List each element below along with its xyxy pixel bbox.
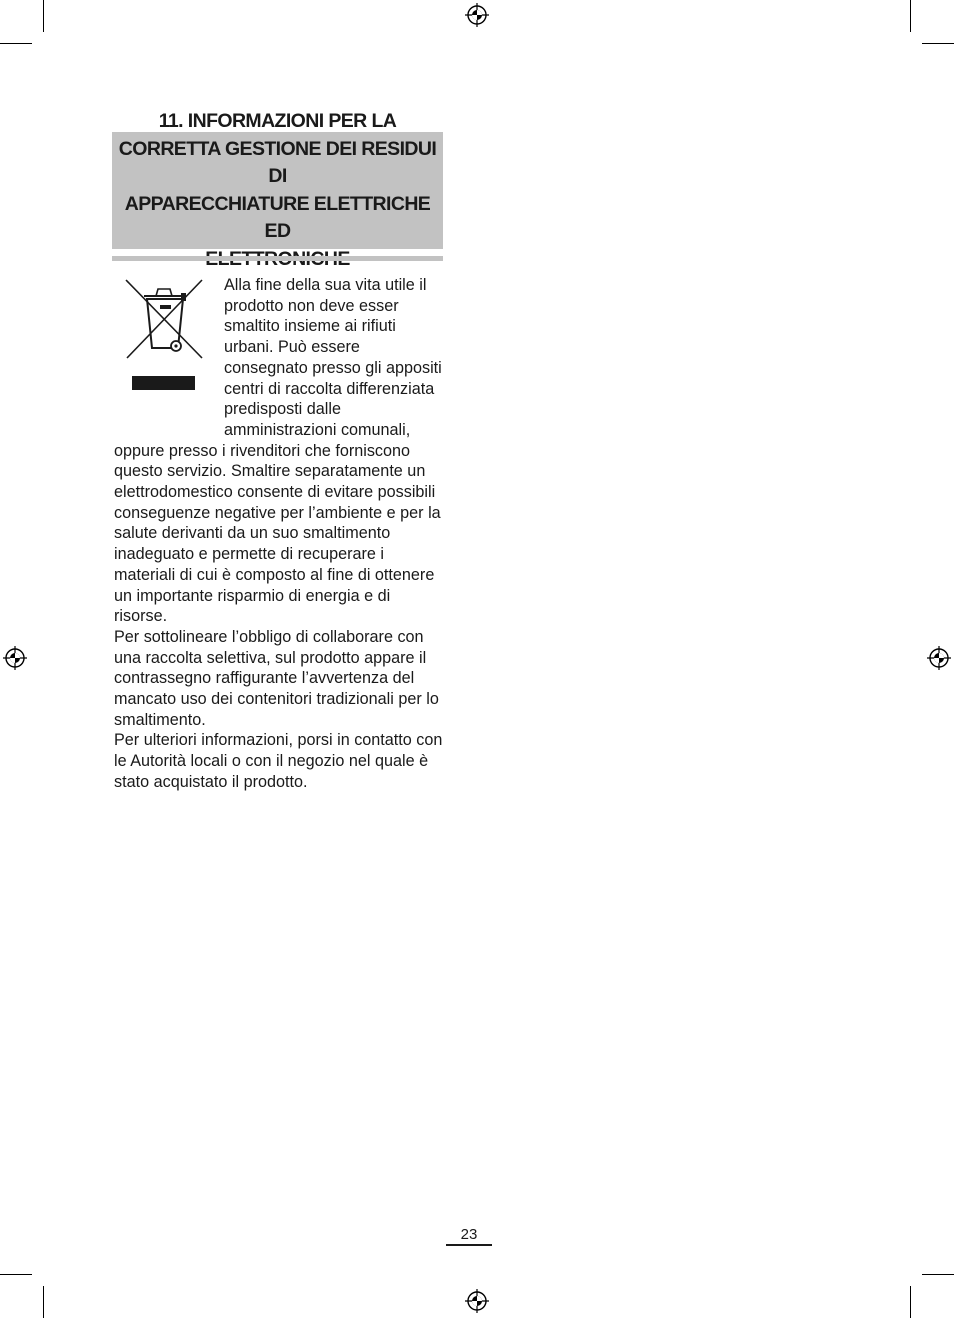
paragraph: Alla fine della sua vita utile il prodotto non deve esser smaltito insieme ai rifiuti urbani. Può essere consegnato presso gli appositi centri di raccolta differenziata predisposti dalle amministrazioni comunali, oppure presso i rivenditori che forniscono questo servizio. Smaltire separatamente un elettrodomestico consente di evitare possibili conseguenze negative per l’ambiente e per la salute derivanti da un suo smaltimento inadeguato e permette di recuperare i materiali di cui è composto al fine di ottenere un importante risparmio di energia e di risorse. <box>114 276 442 626</box>
crop-mark <box>922 1274 954 1275</box>
crop-mark <box>922 43 954 44</box>
heading-divider <box>112 256 443 261</box>
section-heading <box>112 108 443 273</box>
registration-mark-icon <box>465 3 489 27</box>
registration-mark-icon <box>3 646 27 670</box>
section-heading-line: CORRETTA GESTIONE DEI RESIDUI DI <box>118 137 437 187</box>
crop-mark <box>910 1286 911 1318</box>
registration-mark-icon <box>927 646 951 670</box>
paragraph: Per sottolineare l’obbligo di collaborare con una raccolta selettiva, sul prodotto appare il contrassegno raffigurante l’avvertenza del mancato uso dei contenitori tradizionali per lo smaltimento. <box>114 627 439 729</box>
crop-mark <box>43 0 44 32</box>
registration-mark-icon <box>465 1289 489 1313</box>
crop-mark <box>43 1286 44 1318</box>
crop-mark <box>0 1274 32 1275</box>
section-heading-box <box>112 110 443 249</box>
crossed-out-wheelie-bin-icon <box>114 275 224 421</box>
page-number-underline <box>446 1244 492 1246</box>
page-number: 23 <box>460 1226 478 1243</box>
crop-mark <box>0 43 32 44</box>
section-heading-line: 11. INFORMAZIONI PER LA <box>158 110 397 132</box>
section-body <box>114 275 446 793</box>
crop-mark <box>910 0 911 32</box>
section-heading-line: APPARECCHIATURE ELETTRICHE ED <box>124 192 431 242</box>
paragraph: Per ulteriori informazioni, porsi in contatto con le Autorità locali o con il negozio nel quale è stato acquistato il prodotto. <box>114 731 443 791</box>
